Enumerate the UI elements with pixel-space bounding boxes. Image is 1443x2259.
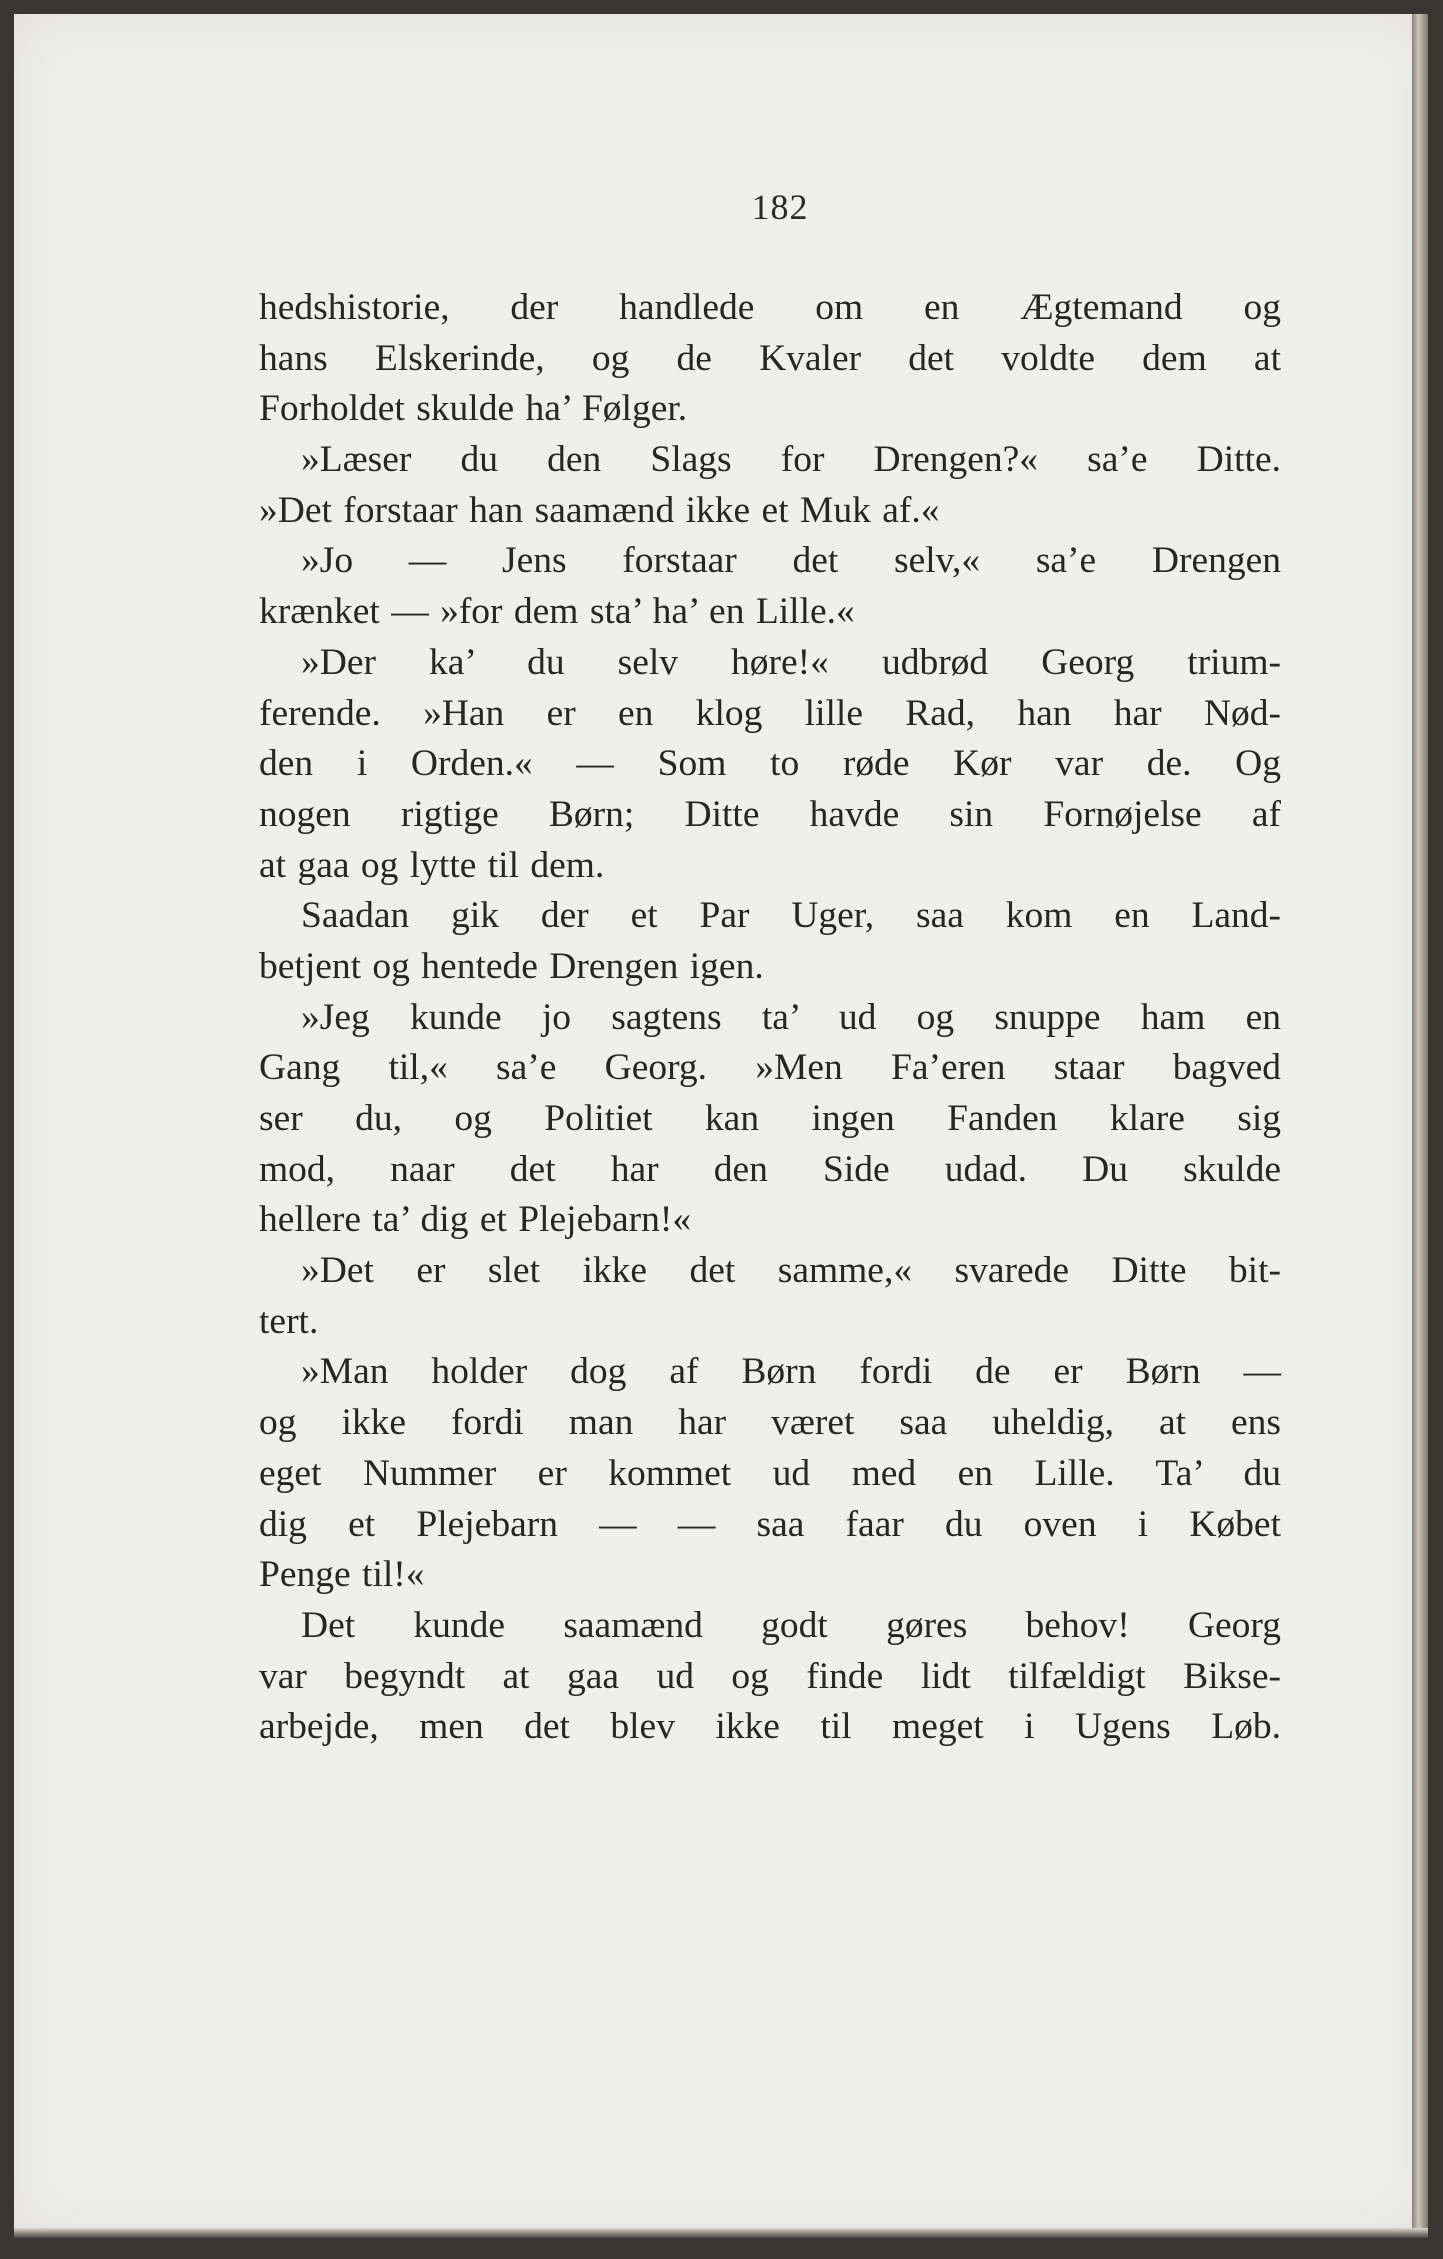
- text-line: Gang til,« sa’e Georg. »Men Fa’eren staar bagved: [259, 1047, 1281, 1089]
- text-line: »Det forstaar han saamænd ikke et Muk af.«: [259, 489, 940, 531]
- text-line: hellere ta’ dig et Plejebarn!«: [259, 1199, 692, 1241]
- text-line: at gaa og lytte til dem.: [259, 844, 605, 886]
- text-line: arbejde, men det blev ikke til meget i Ugens Løb.: [259, 1706, 1281, 1748]
- text-line: ferende. »Han er en klog lille Rad, han har Nød-: [259, 692, 1281, 734]
- text-line: var begyndt at gaa ud og finde lidt tilfældigt Bikse-: [259, 1655, 1281, 1697]
- text-line: »Jeg kunde jo sagtens ta’ ud og snuppe ham en: [301, 996, 1281, 1038]
- text-line: og ikke fordi man har været saa uheldig, at ens: [259, 1402, 1281, 1444]
- text-line: »Der ka’ du selv høre!« udbrød Georg trium-: [301, 641, 1281, 683]
- text-line: »Det er slet ikke det samme,« svarede Ditte bit-: [301, 1250, 1281, 1292]
- page-number: 182: [751, 187, 809, 227]
- text-line: »Læser du den Slags for Drengen?« sa’e Ditte.: [301, 439, 1281, 481]
- text-line: krænket — »for dem sta’ ha’ en Lille.«: [259, 591, 855, 633]
- text-line: betjent og hentede Drengen igen.: [259, 945, 764, 987]
- text-line: mod, naar det har den Side udad. Du skulde: [259, 1148, 1281, 1190]
- text-line: »Man holder dog af Børn fordi de er Børn —: [301, 1351, 1281, 1393]
- page-bottom-edge: [14, 2228, 1428, 2238]
- text-line: hans Elskerinde, og de Kvaler det voldte dem at: [259, 337, 1281, 379]
- text-line: nogen rigtige Børn; Ditte havde sin Fornøjelse af: [259, 793, 1281, 835]
- text-line: hedshistorie, der handlede om en Ægtemand og: [259, 287, 1281, 328]
- text-line: Penge til!«: [259, 1554, 425, 1596]
- page-spine-edge: [1412, 14, 1428, 2238]
- text-line: tert.: [259, 1300, 319, 1342]
- text-line: eget Nummer er kommet ud med en Lille. Ta’ du: [259, 1452, 1281, 1494]
- text-line: den i Orden.« — Som to røde Kør var de. Og: [259, 743, 1281, 785]
- text-line: »Jo — Jens forstaar det selv,« sa’e Drengen: [301, 540, 1281, 582]
- text-line: Saadan gik der et Par Uger, saa kom en Land-: [301, 895, 1281, 937]
- body-text: [259, 283, 1281, 1753]
- text-line: dig et Plejebarn — — saa faar du oven i Købet: [259, 1503, 1281, 1545]
- text-line: Det kunde saamænd godt gøres behov! Georg: [301, 1604, 1281, 1646]
- text-line: ser du, og Politiet kan ingen Fanden klare sig: [259, 1098, 1281, 1139]
- text-line: Forholdet skulde ha’ Følger.: [259, 388, 688, 430]
